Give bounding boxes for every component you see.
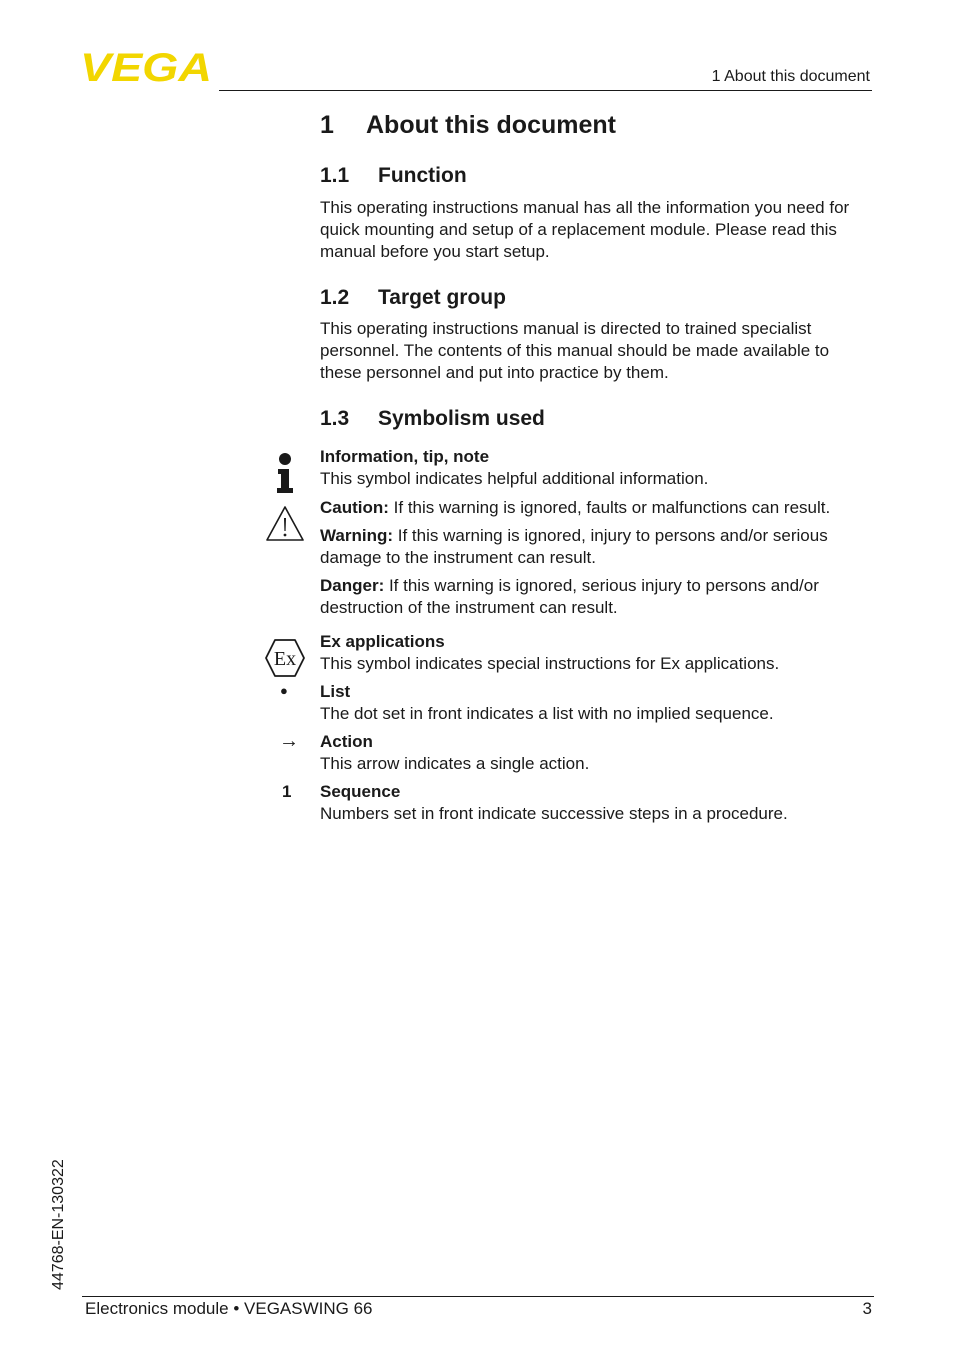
sequence-number: 1 (282, 782, 292, 801)
section-title: About this document (366, 111, 616, 139)
info-label: Information, tip, note (320, 447, 490, 466)
action-label: Action (320, 732, 373, 751)
footer-rule (82, 1296, 874, 1297)
warning-label: Warning: (320, 526, 394, 545)
vega-logo (80, 50, 214, 84)
danger-line (320, 575, 865, 619)
document-code: 44768-EN-130322 (50, 1159, 67, 1290)
action-text: This arrow indicates a single action. (320, 754, 590, 773)
svg-text:Ex: Ex (273, 648, 297, 670)
info-text: This symbol indicates helpful additional information. (320, 469, 709, 488)
target-group-body: This operating instructions manual is directed to trained specialist personnel. The contents of this manual should be made available to these personnel and put into practice by them. (320, 319, 830, 382)
svg-text:VEGA: VEGA (80, 50, 212, 84)
footer-title: Electronics module • VEGASWING 66 (85, 1299, 373, 1318)
function-body: This operating instructions manual has all the information you need for quick mounting and setup of a replacement module. Please read this manual before you start setup. (320, 198, 850, 261)
ex-hexagon-icon (264, 638, 306, 678)
subsection-title: Function (378, 164, 467, 187)
list-label: List (320, 682, 351, 701)
danger-text: If this warning is ignored, serious injury to persons and/or destruction of the instrument can result. (320, 576, 819, 617)
warning-triangle-icon (265, 505, 305, 542)
caution-label: Caution: (320, 498, 389, 517)
subsection-title: Target group (378, 286, 506, 309)
subsection-heading-symbolism (320, 407, 545, 431)
subsection-number: 1.1 (320, 164, 350, 187)
list-bullet-icon: ● (280, 683, 288, 698)
subsection-number: 1.3 (320, 407, 350, 430)
subsection-heading-function (320, 164, 467, 188)
warning-line (320, 525, 865, 569)
sequence-text: Numbers set in front indicate successive steps in a procedure. (320, 804, 788, 823)
subsection-title: Symbolism used (378, 407, 545, 430)
page-number: 3 (862, 1299, 872, 1318)
caution-text: If this warning is ignored, faults or malfunctions can result. (388, 498, 831, 517)
caution-line (320, 497, 865, 519)
running-title: 1 About this document (711, 68, 870, 85)
list-text: The dot set in front indicates a list with no implied sequence. (320, 704, 774, 723)
ex-label: Ex applications (320, 632, 445, 651)
subsection-number: 1.2 (320, 286, 350, 309)
subsection-heading-target-group (320, 286, 506, 310)
sequence-label: Sequence (320, 782, 401, 801)
warning-text: If this warning is ignored, injury to persons and/or serious damage to the instrument can result. (320, 526, 828, 567)
ex-text: This symbol indicates special instructions for Ex applications. (320, 654, 780, 673)
section-number: 1 (320, 111, 334, 139)
action-arrow-icon: → (279, 730, 299, 752)
header-rule (219, 90, 872, 91)
danger-label: Danger: (320, 576, 385, 595)
section-heading (320, 111, 616, 140)
info-icon (274, 452, 296, 494)
